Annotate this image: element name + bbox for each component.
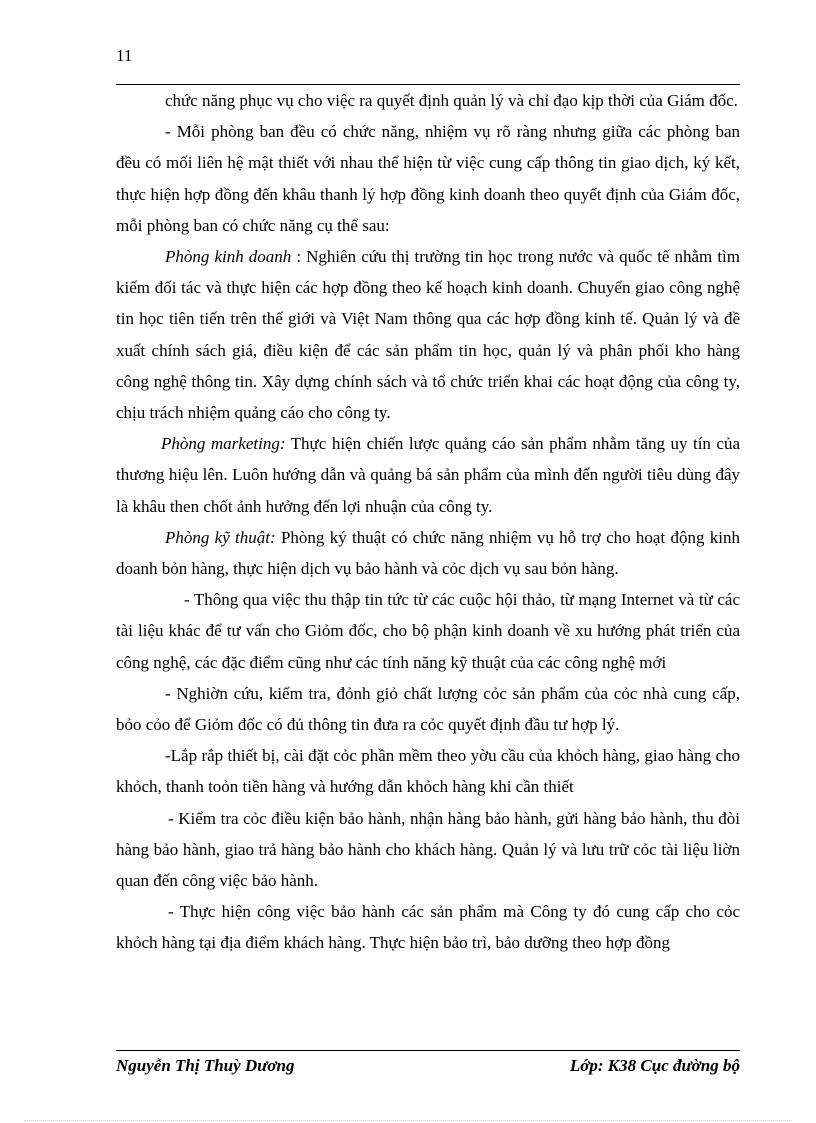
footer-class: Lớp: K38 Cục đường bộ [569, 1056, 740, 1075]
paragraph [116, 241, 740, 428]
paragraph: - Thực hiện công việc bảo hành các sản phẩm mà Công ty đó cung cấp cho cỏc khỏch hàng tại địa điểm khách hàng. Thực hiện bảo trì, bảo dưỡng theo hợp đồng [116, 902, 740, 953]
paragraph-text: : Nghiên cứu thị trường tin học trong nước và quốc tế nhằm tìm kiếm đối tác và thực hiện các hợp đồng theo kế hoạch kinh doanh. Chuyển giao công nghệ tin học tiên tiến trên thế giới và Việt Nam thông qua các hợp đồng kinh tế. Quản lý và đề xuất chính sách giá, điều kiện để các sản phẩm tin học, quản lý và phân phối kho hàng công nghệ thông tin. Xây dựng chính sách và tổ chức triển khai các hoạt động của công ty, chịu trách nhiệm quảng cáo cho công ty. [116, 247, 741, 423]
paragraph: - Thông qua việc thu thập tin tức từ các cuộc hội thảo, từ mạng Internet và từ các tài liệu khác để tư vấn cho Giỏm đốc, cho bộ phận kinh doanh về xu hướng phát triển của công nghệ, các đặc điểm cũng như các tính năng kỹ thuật của các công nghệ mới [116, 590, 740, 672]
section-label: Phòng kỹ thuật: [165, 527, 276, 547]
paragraph: - Mỗi phòng ban đều có chức năng, nhiệm vụ rõ ràng nhưng giữa các phòng ban đều có mối liên hệ mật thiết với nhau thể hiện từ việc cung cấp thông tin giao dịch, ký kết, thực hiện hợp đồng đến khâu thanh lý hợp đồng kinh doanh theo quyết định của Giám đốc, mỗi phòng ban có chức năng cụ thể sau: [116, 122, 740, 235]
section-label: Phòng marketing: [161, 434, 286, 454]
page-number: 11 [116, 46, 133, 65]
footer-rule [116, 1050, 740, 1051]
paragraph [116, 522, 740, 584]
section-label: Phòng kinh doanh [165, 247, 292, 267]
paragraph: -Lắp rắp thiết bị, cài đặt cỏc phần mềm theo yờu cầu của khỏch hàng, giao hàng cho khỏch, thanh toỏn tiền hàng và hướng dẫn khỏch hàng khi cần thiết [116, 746, 740, 797]
paragraph: - Nghiờn cứu, kiểm tra, đỏnh giỏ chất lượng cỏc sản phẩm của cỏc nhà cung cấp, bỏo cỏo để Giỏm đốc có đủ thông tin đưa ra cỏc quyết định đầu tư hợp lý. [116, 683, 740, 735]
page-edge-divider [24, 1120, 792, 1121]
paragraph-text: Thực hiện chiến lược quảng cáo sản phẩm nhằm tăng uy tín của thương hiệu lên. Luôn hướng dẫn và quảng bá sản phẩm của mình đến người tiêu dùng đây là khâu then chốt ảnh hưởng đến lợi nhuận của công ty. [116, 434, 741, 516]
paragraph-text: Phòng ký thuật có chức năng nhiệm vụ hỗ trợ cho hoạt động kinh doanh bỏn hàng, thực hiện dịch vụ bảo hành và cỏc dịch vụ sau bỏn hàng. [116, 527, 740, 579]
paragraph [116, 428, 740, 522]
document-body [116, 85, 740, 959]
footer-author: Nguyễn Thị Thuỳ Dương [116, 1056, 295, 1075]
paragraph: chức năng phục vụ cho việc ra quyết định quản lý và chỉ đạo kịp thời của Giám đốc. [165, 91, 738, 110]
paragraph: - Kiểm tra cỏc điều kiện bảo hành, nhận hàng bảo hành, gửi hàng bảo hành, thu đòi hàng bảo hành, giao trả hàng bảo hành cho khách hàng. Quản lý và lưu trữ cỏc tài liệu liờn quan đến công việc bảo hành. [116, 808, 740, 891]
